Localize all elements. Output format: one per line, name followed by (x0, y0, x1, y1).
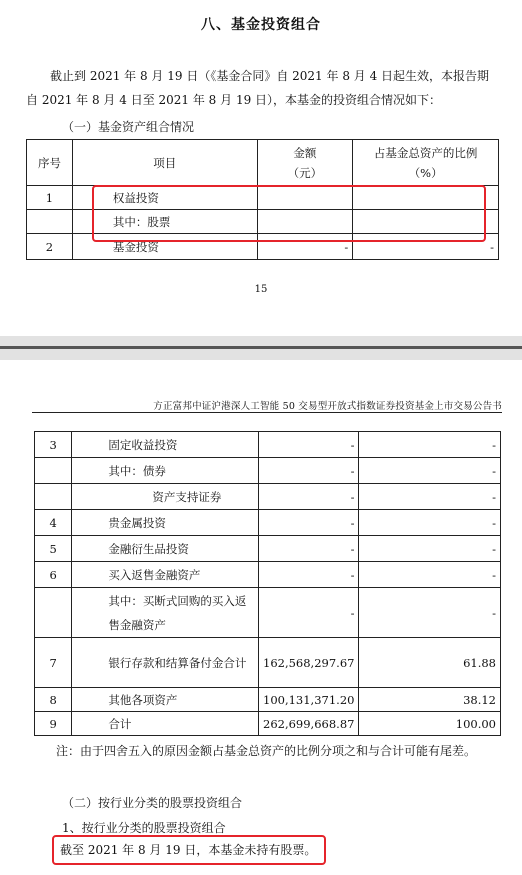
cell-ratio: - (359, 484, 501, 510)
table-row (35, 432, 501, 458)
table-row (35, 638, 501, 688)
header-seq: 序号 (27, 140, 73, 186)
cell-ratio: - (359, 562, 501, 588)
cell-seq: 7 (35, 638, 72, 688)
cell-seq: 3 (35, 432, 72, 458)
cell-seq (35, 588, 72, 638)
cell-item: 银行存款和结算备付金合计 (72, 638, 259, 688)
header-amount-label: 金额 (293, 145, 317, 160)
cell-seq: 1 (27, 186, 73, 210)
cell-seq: 9 (35, 712, 72, 736)
cell-amount: 262,699,668.87 (259, 712, 359, 736)
cell-amount: 162,568,297.67 (259, 638, 359, 688)
cell-item: 贵金属投资 (72, 510, 259, 536)
cell-ratio: - (353, 234, 499, 260)
cell-amount: - (259, 536, 359, 562)
highlight-box-equity (92, 185, 486, 242)
table-header-row (27, 140, 499, 186)
cell-seq: 8 (35, 688, 72, 712)
table-row (35, 510, 501, 536)
cell-amount: - (259, 432, 359, 458)
cell-amount: - (259, 510, 359, 536)
header-ratio-unit: （%） (408, 165, 443, 180)
cell-ratio: - (359, 536, 501, 562)
cell-amount: - (259, 562, 359, 588)
header-rule (32, 412, 502, 413)
cell-item: 权益投资 (72, 186, 257, 210)
cell-item: 买入返售金融资产 (72, 562, 259, 588)
cell-amount: 100,131,371.20 (259, 688, 359, 712)
header-ratio-label: 占基金总资产的比例 (373, 145, 478, 160)
cell-seq (35, 484, 72, 510)
cell-ratio: 38.12 (359, 688, 501, 712)
subsection-asset-portfolio: （一）基金资产组合情况 (62, 120, 195, 134)
table-row (35, 588, 501, 638)
header-item: 项目 (72, 140, 257, 186)
cell-amount: - (259, 458, 359, 484)
cell-item: 其中：买断式回购的买入返售金融资产 (72, 588, 259, 638)
cell-item: 资产支持证券 (72, 484, 259, 510)
table-row (35, 562, 501, 588)
cell-seq: 2 (27, 234, 73, 260)
cell-item: 基金投资 (72, 234, 257, 260)
rounding-note: 注：由于四舍五入的原因金额占基金总资产的比例分项之和与合计可能有尾差。 (56, 744, 477, 758)
table-row (35, 688, 501, 712)
cell-seq: 4 (35, 510, 72, 536)
subsection-industry-stock: （二）按行业分类的股票投资组合 (62, 796, 243, 810)
cell-seq: 6 (35, 562, 72, 588)
cell-ratio: - (359, 458, 501, 484)
cell-amount: - (259, 484, 359, 510)
cell-item: 其中：股票 (72, 210, 257, 234)
running-header: 方正富邦中证沪港深人工智能 50 交易型开放式指数证券投资基金上市交易公告书 (153, 401, 502, 412)
page-divider (0, 346, 522, 349)
cell-item: 其中：债券 (72, 458, 259, 484)
no-stock-statement: 截至 2021 年 8 月 19 日，本基金未持有股票。 (60, 843, 317, 857)
cell-seq: 5 (35, 536, 72, 562)
section-title: 八、基金投资组合 (201, 17, 321, 33)
cell-ratio: 100.00 (359, 712, 501, 736)
header-ratio (353, 140, 499, 186)
intro-paragraph: 截止到 2021 年 8 月 19 日（《基金合同》自 2021 年 8 月 4 日起生效，本报告期自 2021 年 8 月 4 日至 2021 年 8 月 19 日），本基金的投资组合情况如下： (26, 69, 490, 107)
cell-ratio: 61.88 (359, 638, 501, 688)
cell-ratio: - (359, 510, 501, 536)
asset-portfolio-table-part2 (34, 431, 501, 736)
header-amount (257, 140, 353, 186)
cell-item: 金融衍生品投资 (72, 536, 259, 562)
cell-seq (35, 458, 72, 484)
table-row (35, 458, 501, 484)
page-number: 15 (254, 284, 268, 295)
cell-amount: - (259, 588, 359, 638)
table-row (35, 536, 501, 562)
cell-item: 固定收益投资 (72, 432, 259, 458)
cell-item: 其他各项资产 (72, 688, 259, 712)
table-row (35, 484, 501, 510)
cell-seq (27, 210, 73, 234)
header-amount-unit: （元） (287, 165, 323, 180)
cell-amount: - (257, 234, 353, 260)
cell-ratio: - (359, 588, 501, 638)
table-row (35, 712, 501, 736)
cell-ratio: - (359, 432, 501, 458)
cell-item: 合计 (72, 712, 259, 736)
subsection-industry-stock-1: 1、按行业分类的股票投资组合 (62, 821, 226, 835)
